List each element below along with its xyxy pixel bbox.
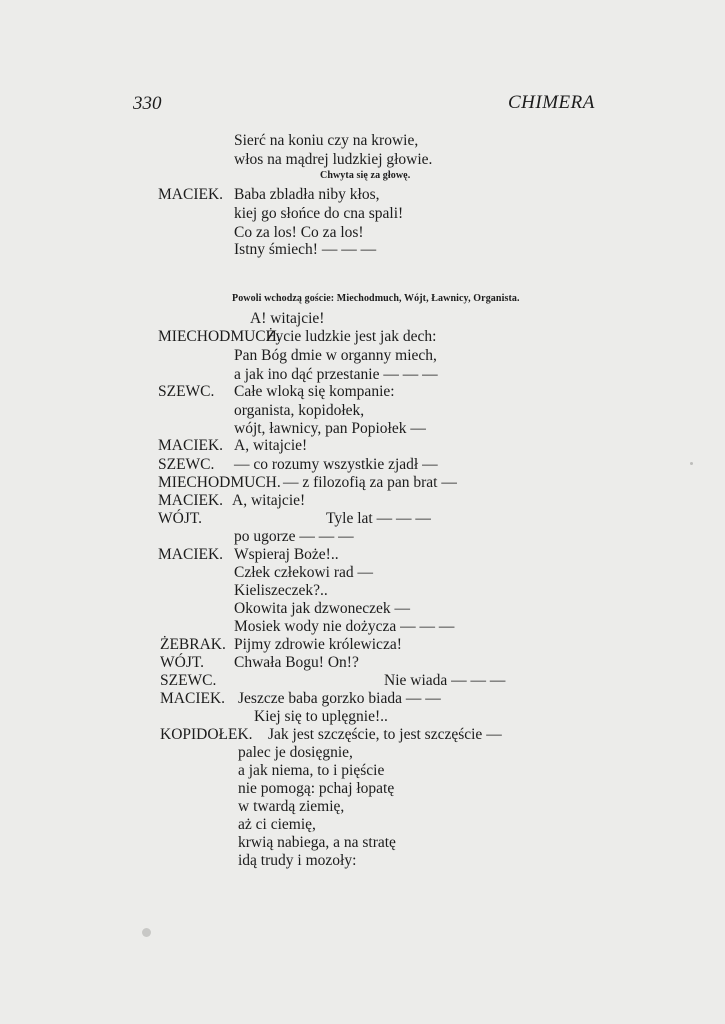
verse-line: Baba zbladła niby kłos, [234, 186, 380, 203]
verse-line: Życie ludzkie jest jak dech: [266, 328, 437, 345]
verse-line: Kieliszeczek?.. [234, 582, 328, 599]
verse-line: krwią nabiega, a na stratę [238, 834, 396, 851]
speaker-name: KOPIDOŁEK. [160, 726, 253, 743]
paper-speck [690, 462, 693, 465]
verse-line: Nie wiada — — — [384, 672, 506, 689]
verse-line: Pan Bóg dmie w organny miech, [234, 347, 437, 364]
verse-line: wójt, ławnicy, pan Popiołek — [234, 420, 426, 437]
verse-line: organista, kopidołek, [234, 402, 365, 419]
verse-line: Istny śmiech! — — — [234, 241, 377, 258]
verse-line: Całe wloką się kompanie: [234, 383, 395, 400]
speaker-name: ŻEBRAK. [160, 636, 226, 653]
verse-line: Człek człekowi rad — [234, 564, 374, 581]
verse-line: a jak niema, to i pięście [238, 762, 385, 779]
speaker-name: MACIEK. [158, 437, 224, 454]
verse-line: A! witajcie! [250, 310, 325, 327]
verse-line: Kiej się to uplęgnie!.. [254, 708, 388, 725]
running-title: CHIMERA [508, 92, 595, 113]
verse-line: Pijmy zdrowie królewicza! [234, 636, 402, 653]
verse-line: a jak ino dąć przestanie — — — [234, 366, 438, 383]
verse-line: palec je dosięgnie, [238, 744, 353, 761]
verse-line: po ugorze — — — [234, 528, 354, 545]
verse-line: nie pomogą: pchaj łopatę [238, 780, 395, 797]
verse-line: Co za los! Co za los! [234, 224, 364, 241]
stage-direction: Powoli wchodzą goście: Miechodmuch, Wójt, Ławnicy, Organista. [232, 293, 520, 304]
verse-line: Mosiek wody nie dożycza — — — [234, 618, 455, 635]
speaker-name: SZEWC. [158, 383, 215, 400]
page-number: 330 [133, 93, 162, 114]
verse-line: Tyle lat — — — [326, 510, 431, 527]
speaker-name: MACIEK. [158, 492, 224, 509]
paper-speck [142, 928, 151, 937]
speaker-name: MACIEK. [158, 546, 224, 563]
verse-line: Wspieraj Boże!.. [234, 546, 339, 563]
verse-line: Jak jest szczęście, to jest szczęście — [268, 726, 502, 743]
speaker-name: MIECHODMUCH. [158, 474, 281, 491]
verse-line: — z filozofią za pan brat — [283, 474, 457, 491]
verse-line: włos na mądrej ludzkiej głowie. [234, 151, 433, 168]
verse-line: Okowita jak dzwoneczek — [234, 600, 411, 617]
speaker-name: WÓJT. [158, 510, 203, 527]
verse-line: A, witajcie! [232, 492, 306, 509]
verse-line: kiej go słońce do cna spali! [234, 205, 404, 222]
speaker-name: WÓJT. [160, 654, 205, 671]
verse-line: — co rozumy wszystkie zjadł — [234, 456, 438, 473]
verse-line: aż ci ciemię, [238, 816, 316, 833]
speaker-name: SZEWC. [160, 672, 217, 689]
verse-line: A, witajcie! [234, 437, 308, 454]
verse-line: idą trudy i mozoły: [238, 852, 357, 869]
speaker-name: MIECHODMUCH. [158, 328, 281, 345]
verse-line: w twardą ziemię, [238, 798, 345, 815]
verse-line: Jeszcze baba gorzko biada — — [238, 690, 441, 707]
speaker-name: SZEWC. [158, 456, 215, 473]
stage-direction: Chwyta się za głowę. [320, 170, 411, 181]
speaker-name: MACIEK. [160, 690, 226, 707]
verse-line: Sierć na koniu czy na krowie, [234, 132, 419, 149]
verse-line: Chwała Bogu! On!? [234, 654, 359, 671]
speaker-name: MACIEK. [158, 186, 224, 203]
